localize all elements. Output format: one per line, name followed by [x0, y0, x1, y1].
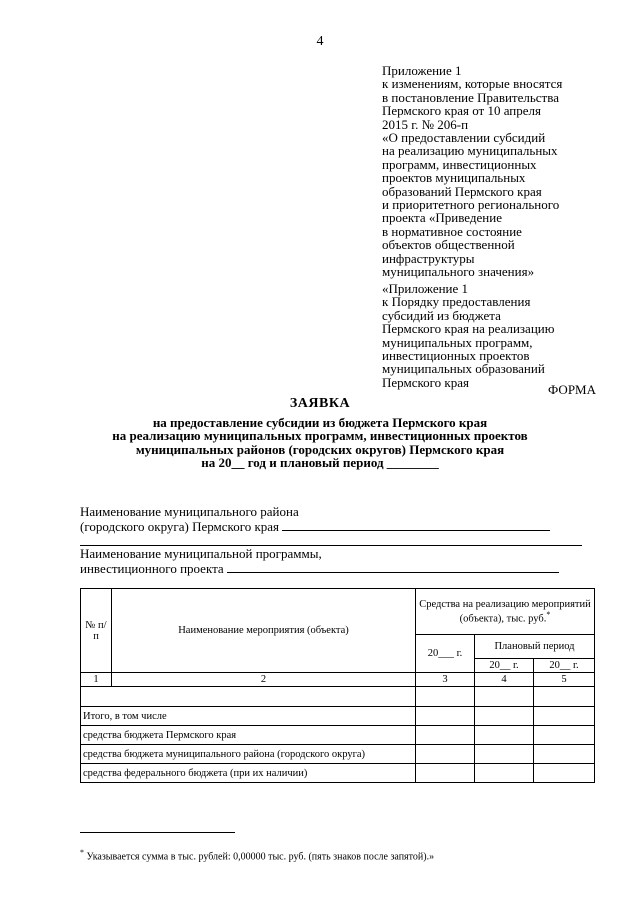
row-label — [81, 687, 416, 707]
amount-cell[interactable] — [534, 745, 595, 764]
appendix-1-line: Пермского края от 10 апреля — [382, 103, 541, 119]
appendix-1-line: образований Пермского края — [382, 183, 542, 199]
appendix-2-line: муниципальных образований — [382, 361, 545, 377]
row-label: средства бюджета Пермского края — [81, 726, 416, 745]
appendix-1-line: инфраструктуры — [382, 250, 475, 266]
district-field[interactable] — [80, 519, 550, 534]
column-number-cell: 2 — [112, 673, 416, 687]
appendix-2-line: муниципальных программ, — [382, 334, 533, 350]
appendix-1-line: программ, инвестиционных — [382, 156, 537, 172]
appendix-1-line: муниципального значения» — [382, 264, 535, 280]
amount-cell[interactable] — [534, 726, 595, 745]
amount-cell[interactable] — [534, 687, 595, 707]
amount-cell[interactable] — [475, 745, 534, 764]
amount-cell[interactable] — [416, 745, 475, 764]
appendix-1-line: на реализацию муниципальных — [382, 143, 558, 159]
row-label: средства федерального бюджета (при их наличии) — [81, 764, 416, 783]
appendix-1-line: «О предоставлении субсидий — [382, 130, 546, 146]
amount-cell[interactable] — [475, 687, 534, 707]
district-input-line[interactable] — [282, 519, 550, 531]
subtitle-line: на реализацию муниципальных программ, инвестиционных проектов — [112, 428, 528, 444]
table-row — [81, 687, 595, 707]
footnote-mark: * — [80, 848, 84, 857]
appendix-2-line: Пермского края — [382, 374, 469, 390]
district-label-line-2: (городского округа) Пермского края — [80, 519, 280, 534]
district-label-line-1: Наименование муниципального района — [80, 504, 299, 519]
column-number-row — [81, 673, 595, 687]
header-plan-period: Плановый период — [475, 635, 595, 659]
page-number: 4 — [316, 34, 324, 49]
table-row — [81, 726, 595, 745]
amount-cell[interactable] — [534, 764, 595, 783]
appendix-2-line: инвестиционных проектов — [382, 348, 530, 364]
header-year: 20___ г. — [416, 635, 475, 673]
appendix-2-line: «Приложение 1 — [382, 281, 469, 296]
subtitle-line: муниципальных районов (городских округов) Пермского края — [135, 441, 505, 457]
row-label: Итого, в том числе — [81, 707, 416, 726]
appendix-1-line: Приложение 1 — [382, 63, 462, 78]
document-subtitle — [60, 416, 580, 470]
amount-cell[interactable] — [475, 726, 534, 745]
appendix-1-line: проектов муниципальных — [382, 170, 526, 186]
appendix-1-line: к изменениям, которые вносятся — [382, 76, 563, 92]
amount-cell[interactable] — [475, 764, 534, 783]
table-row — [81, 764, 595, 783]
appendix-2-line: Пермского края на реализацию — [382, 321, 555, 337]
form-label: ФОРМА — [548, 382, 596, 397]
column-number-cell: 5 — [534, 673, 595, 687]
footnote: * Указывается сумма в тыс. рублей: 0,00000 тыс. руб. (пять знаков после запятой).» — [80, 848, 435, 863]
program-field[interactable] — [80, 561, 559, 576]
amount-cell[interactable] — [416, 687, 475, 707]
program-label-line-1: Наименование муниципальной программы, — [80, 546, 322, 561]
appendix-block-1 — [382, 64, 622, 279]
appendix-1-line: и приоритетного регионального — [382, 197, 560, 213]
amount-cell[interactable] — [416, 764, 475, 783]
subtitle-line: на предоставление субсидии из бюджета Пермского края — [152, 415, 488, 430]
footnote-marker: * — [546, 609, 551, 619]
header-funds: Средства на реализацию мероприятий (объекта), тыс. руб.* — [416, 589, 595, 635]
document-title: ЗАЯВКА — [289, 396, 351, 411]
row-label: средства бюджета муниципального района (городского округа) — [81, 745, 416, 764]
amount-cell[interactable] — [475, 707, 534, 726]
footnote-rule — [80, 832, 235, 833]
header-plan-year-1: 20__ г. — [475, 659, 534, 673]
appendix-block-2 — [382, 282, 622, 389]
appendix-1-line: в постановление Правительства — [382, 89, 559, 105]
column-number-cell: 3 — [416, 673, 475, 687]
table-row — [81, 707, 595, 726]
amount-cell[interactable] — [534, 707, 595, 726]
appendix-2-line: к Порядку предоставления — [382, 294, 531, 310]
amount-cell[interactable] — [416, 707, 475, 726]
header-num: № п/п — [81, 589, 112, 673]
appendix-1-line: в нормативное состояние — [382, 223, 522, 239]
appendix-1-line: объектов общественной — [382, 237, 515, 253]
appendix-1-line: проекта «Приведение — [382, 210, 502, 226]
column-number-cell: 4 — [475, 673, 534, 687]
program-label-line-2: инвестиционного проекта — [80, 561, 224, 576]
table-row — [81, 745, 595, 764]
header-plan-year-2: 20__ г. — [534, 659, 595, 673]
header-name: Наименование мероприятия (объекта) — [112, 589, 416, 673]
subtitle-line: на 20__ год и плановый период ________ — [201, 455, 439, 471]
program-input-line[interactable] — [227, 561, 559, 573]
appendix-1-line: 2015 г. № 206-п — [382, 116, 469, 132]
column-number-cell: 1 — [81, 673, 112, 687]
amount-cell[interactable] — [416, 726, 475, 745]
application-table — [80, 588, 595, 783]
appendix-2-line: субсидий из бюджета — [382, 307, 501, 323]
